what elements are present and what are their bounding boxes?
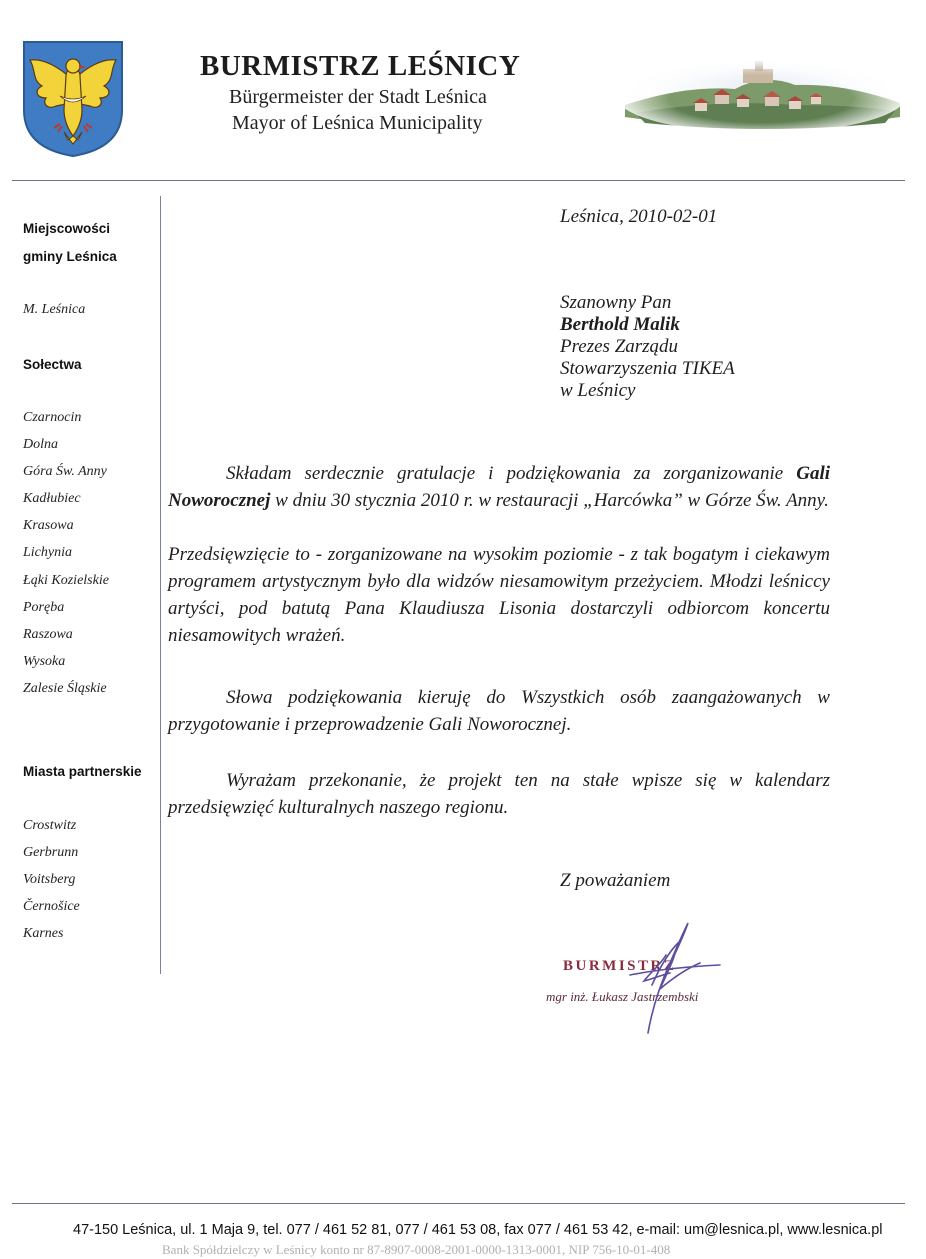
sidebar-heading-line2: gminy Leśnica <box>23 249 117 264</box>
recipient-role: Prezes Zarządu <box>560 336 679 357</box>
sidebar-villages-heading: Sołectwa <box>23 357 82 372</box>
paragraph-1-text-a: Składam serdecznie gratulacje i podziękowania za zorganizowanie <box>226 463 784 484</box>
sidebar-partners-heading: Miasta partnerskie <box>23 764 142 779</box>
gala-name: Gali Noworocznej <box>168 463 831 511</box>
list-item: Zalesie Śląskie <box>23 680 107 696</box>
header-divider <box>12 180 905 181</box>
paragraph-1-text-b: w dniu 30 stycznia 2010 r. w restauracji „Harcówka” w Górze Św. Anny. <box>270 490 829 511</box>
list-item: Lichynia <box>23 545 72 561</box>
sidebar-town: M. Leśnica <box>23 302 86 317</box>
recipient-salutation: Szanowny Pan <box>560 292 672 313</box>
letter-paragraph-2: Przedsięwzięcie to - zorganizowane na wysokim poziomie - z tak bogatym i ciekawym programem artystycznym było dla widzów niesamowitym przeżyciem. Młodzi leśniccy artyści, pod batutą Pana Klaudiusza Lisonia dostarczyli odbiorcom koncertu niesamowitych wrażeń. <box>168 544 830 646</box>
list-item: Gerbrunn <box>23 845 79 861</box>
sidebar-heading-line1: Miejscowości <box>23 221 111 236</box>
stamp-title: BURMISTRZ <box>563 958 677 974</box>
list-item: Wysoka <box>23 653 66 669</box>
list-item: Poręba <box>23 599 65 615</box>
recipient-name: Berthold Malik <box>560 314 680 335</box>
letterhead-subtitle-en: Mayor of Leśnica Municipality <box>232 112 483 134</box>
letterhead-title: BURMISTRZ LEŚNICY <box>200 50 521 82</box>
list-item: Voitsberg <box>23 872 76 888</box>
letter-paragraph-3: Słowa podziękowania kieruję do Wszystkich osób zaangażowanych w przygotowanie i przeprowadzenie Gali Noworocznej. <box>168 687 830 735</box>
letter-paragraph-4: Wyrażam przekonanie, że projekt ten na stałe wpisze się w kalendarz przedsięwzięć kulturalnych naszego regionu. <box>168 770 830 818</box>
recipient-location: w Leśnicy <box>560 380 636 401</box>
list-item: Karnes <box>23 926 64 942</box>
handwritten-signature <box>590 915 740 1040</box>
letterhead-subtitle-de: Bürgermeister der Stadt Leśnica <box>229 86 487 108</box>
recipient-organization: Stowarzyszenia TIKEA <box>560 358 735 379</box>
footer-contact: 47-150 Leśnica, ul. 1 Maja 9, tel. 077 / 461 52 81, 077 / 461 53 08, fax 077 / 461 53 42, e-mail: um@lesnica.pl, www.lesnica.pl <box>73 1222 883 1238</box>
list-item: Crostwitz <box>23 818 77 833</box>
footer-divider <box>12 1203 905 1204</box>
list-item: Krasowa <box>23 518 74 534</box>
list-item: Kadłubiec <box>23 491 81 507</box>
stamp-name: mgr inż. Łukasz Jastrzembski <box>546 989 699 1004</box>
list-item: Raszowa <box>23 626 73 642</box>
list-item: Góra Św. Anny <box>23 464 107 480</box>
letter-paragraph-1 <box>168 460 830 514</box>
list-item: Černošice <box>23 899 80 915</box>
letter-date: Leśnica, 2010-02-01 <box>560 206 718 227</box>
town-panorama-image <box>615 55 907 133</box>
footer-bank: Bank Spółdzielczy w Leśnicy konto nr 87-8907-0008-2001-0000-1313-0001, NIP 756-10-01-408 <box>162 1242 671 1257</box>
villages-list <box>23 410 109 708</box>
list-item: Łąki Kozielskie <box>23 572 109 588</box>
sidebar-divider <box>160 196 161 974</box>
partner-cities-list <box>23 818 80 953</box>
coat-of-arms-icon <box>22 40 124 158</box>
letter-closing: Z poważaniem <box>560 870 671 891</box>
list-item: Czarnocin <box>23 410 82 425</box>
list-item: Dolna <box>23 437 58 453</box>
